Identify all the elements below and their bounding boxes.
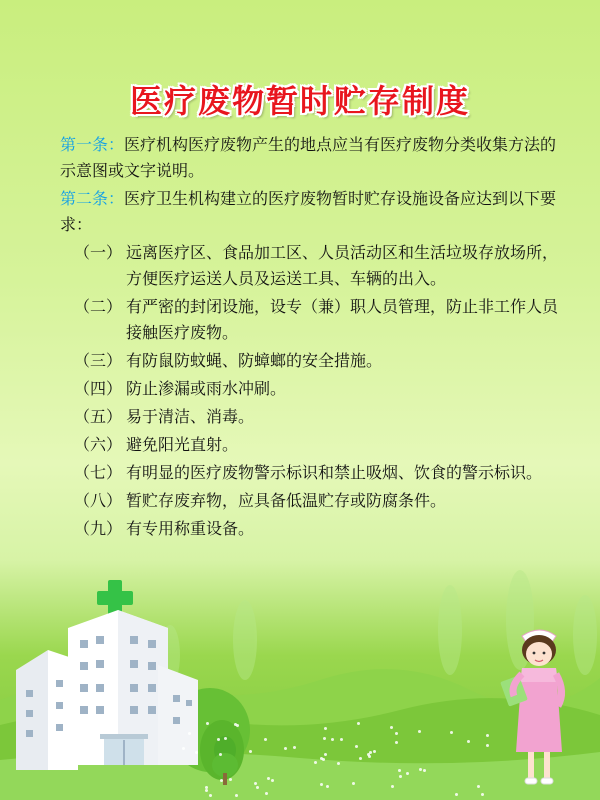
- sparkle: [355, 745, 358, 748]
- sparkle: [265, 792, 268, 795]
- sparkle: [224, 737, 227, 740]
- list-item: [60, 460, 560, 486]
- sparkle: [406, 772, 409, 775]
- sparkle: [209, 794, 212, 797]
- sparkle: [357, 722, 360, 725]
- list-item: [60, 376, 560, 402]
- article-2: [60, 186, 560, 238]
- sparkle: [235, 794, 238, 797]
- sparkle: [324, 753, 327, 756]
- article-2-text: 医疗卫生机构建立的医疗废物暂时贮存设施设备应达到以下要求：: [60, 189, 557, 234]
- sparkle: [229, 778, 232, 781]
- sparkle: [324, 727, 327, 730]
- sparkle: [284, 747, 287, 750]
- sparkle: [256, 786, 259, 789]
- sparkle: [267, 777, 270, 780]
- sparkle: [373, 750, 376, 753]
- sparkle: [399, 775, 402, 778]
- sparkle: [326, 785, 329, 788]
- article-1: [60, 132, 560, 184]
- sparkle: [254, 782, 257, 785]
- list-item: [60, 432, 560, 458]
- sparkle: [234, 723, 237, 726]
- list-item-number: （九）: [74, 519, 123, 538]
- list-item-text: 有专用称重设备。: [126, 519, 255, 538]
- list-item-number: （三）: [74, 351, 123, 370]
- list-item-text: 远离医疗区、食品加工区、人员活动区和生活垃圾存放场所，方便医疗运送人员及运送工具、车辆的出入。: [126, 243, 559, 288]
- sparkle: [337, 762, 340, 765]
- list-item-number: （六）: [74, 435, 123, 454]
- sparkle: [359, 757, 362, 760]
- regulation-content: [60, 132, 560, 544]
- list-item: [60, 516, 560, 542]
- sparkle: [352, 782, 355, 785]
- article-1-label: 第一条：: [60, 135, 125, 154]
- list-item-number: （八）: [74, 491, 123, 510]
- sparkle: [395, 732, 398, 735]
- list-item: [60, 404, 560, 430]
- list-item-text: 易于清洁、消毒。: [126, 407, 255, 426]
- sparkle: [195, 751, 198, 754]
- list-item-number: （五）: [74, 407, 123, 426]
- list-item: [60, 348, 560, 374]
- sparkle: [219, 753, 222, 756]
- sparkle: [293, 746, 296, 749]
- sparkle: [331, 738, 334, 741]
- nurse-figure: [500, 622, 580, 792]
- sparkle: [398, 769, 401, 772]
- list-item-number: （七）: [74, 463, 123, 482]
- sparkle: [264, 738, 267, 741]
- page-title: 医疗废物暂时贮存制度: [129, 82, 470, 120]
- sparkle: [481, 793, 484, 796]
- sparkle: [368, 755, 371, 758]
- sparkle: [477, 785, 480, 788]
- list-item-text: 暂贮存废弃物，应具备低温贮存或防腐条件。: [126, 491, 447, 510]
- article-2-label: 第二条：: [60, 189, 125, 208]
- list-item: [60, 294, 560, 346]
- sparkle: [395, 741, 398, 744]
- sparkle: [188, 732, 191, 735]
- sparkle: [340, 738, 343, 741]
- tree: [210, 735, 240, 785]
- list-item: [60, 240, 560, 292]
- list-item-text: 防止渗漏或雨水冲刷。: [126, 379, 287, 398]
- sparkle: [486, 734, 489, 737]
- list-item-text: 有明显的医疗废物警示标识和禁止吸烟、饮食的警示标识。: [126, 463, 543, 482]
- sparkle: [206, 722, 209, 725]
- sparkle: [220, 779, 223, 782]
- sparkle: [249, 750, 252, 753]
- hospital-building: [8, 580, 208, 780]
- sparkle: [418, 730, 421, 733]
- sparkle: [320, 757, 323, 760]
- requirement-list: [60, 240, 560, 542]
- sparkle: [323, 737, 326, 740]
- sparkle: [390, 726, 393, 729]
- sparkle: [182, 747, 185, 750]
- sparkle: [486, 744, 489, 747]
- sparkle: [314, 761, 317, 764]
- sparkle: [271, 779, 274, 782]
- list-item-number: （一）: [74, 243, 123, 262]
- sparkle: [419, 768, 422, 771]
- list-item-text: 有防鼠防蚊蝇、防蟑螂的安全措施。: [126, 351, 383, 370]
- list-item-number: （四）: [74, 379, 123, 398]
- sparkle: [320, 783, 323, 786]
- list-item-number: （二）: [74, 297, 123, 316]
- sparkle: [455, 793, 458, 796]
- medical-cross-icon: [97, 580, 133, 616]
- sparkle: [450, 731, 453, 734]
- article-1-text: 医疗机构医疗废物产生的地点应当有医疗废物分类收集方法的示意图或文字说明。: [60, 135, 557, 180]
- sparkle: [205, 789, 208, 792]
- sparkle: [423, 769, 426, 772]
- list-item-text: 避免阳光直射。: [126, 435, 239, 454]
- list-item-text: 有严密的封闭设施，设专（兼）职人员管理，防止非工作人员接触医疗废物。: [126, 297, 559, 342]
- sparkle: [391, 785, 394, 788]
- sparkle: [467, 740, 470, 743]
- sparkle: [217, 738, 220, 741]
- list-item: [60, 488, 560, 514]
